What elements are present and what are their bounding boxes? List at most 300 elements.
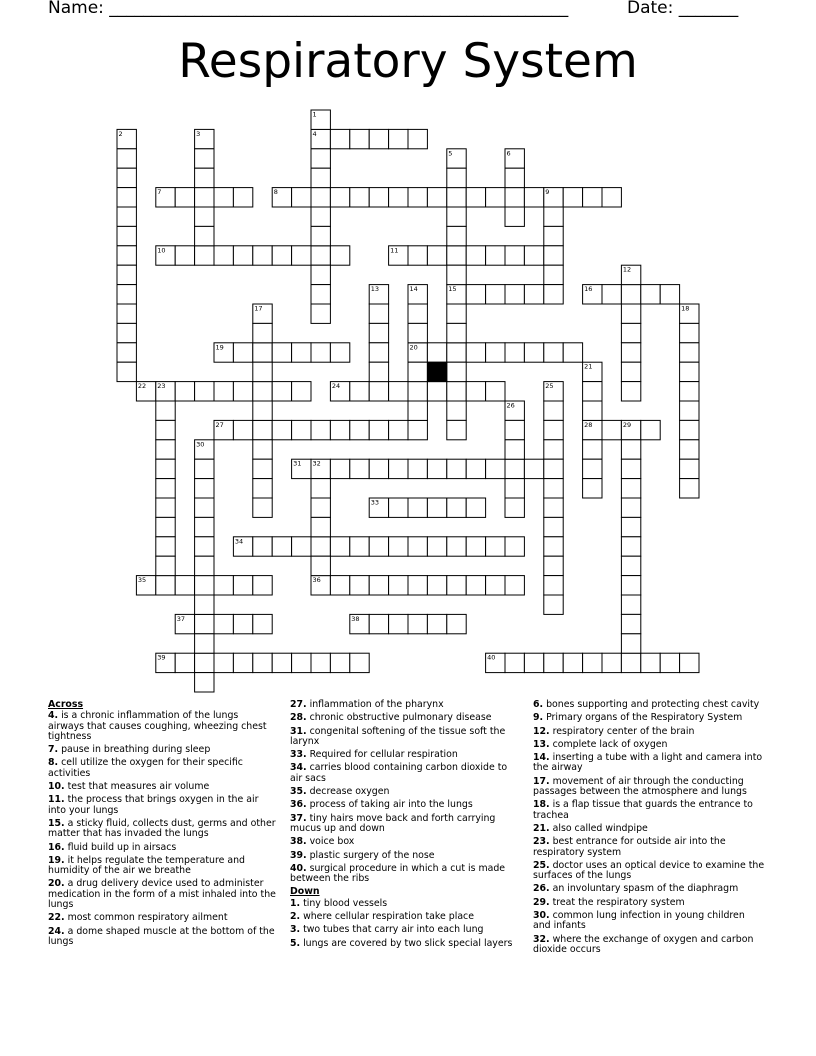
grid-cell[interactable] bbox=[369, 129, 388, 148]
grid-cell[interactable] bbox=[486, 246, 505, 265]
grid-cell[interactable] bbox=[602, 285, 621, 304]
grid-cell[interactable] bbox=[583, 440, 602, 459]
grid-cell[interactable] bbox=[195, 207, 214, 226]
grid-cell[interactable] bbox=[195, 226, 214, 245]
grid-cell[interactable] bbox=[156, 498, 175, 517]
grid-cell[interactable] bbox=[544, 459, 563, 478]
grid-cell[interactable] bbox=[272, 537, 291, 556]
grid-cell[interactable] bbox=[544, 343, 563, 362]
grid-cell[interactable] bbox=[350, 576, 369, 595]
clue-number: 11. bbox=[48, 794, 65, 806]
grid-cell[interactable] bbox=[466, 343, 485, 362]
grid-cell[interactable] bbox=[117, 265, 136, 284]
grid-cell[interactable] bbox=[175, 653, 194, 672]
grid-cell[interactable] bbox=[117, 168, 136, 187]
grid-cell[interactable] bbox=[233, 614, 252, 633]
grid-cell[interactable] bbox=[311, 498, 330, 517]
grid-cell[interactable] bbox=[427, 576, 446, 595]
grid-cell[interactable] bbox=[389, 576, 408, 595]
grid-cell[interactable] bbox=[311, 285, 330, 304]
grid-cell[interactable] bbox=[292, 343, 311, 362]
grid-cell[interactable] bbox=[544, 420, 563, 439]
grid-cell[interactable] bbox=[544, 285, 563, 304]
grid-cell[interactable] bbox=[214, 188, 233, 207]
grid-cell[interactable] bbox=[505, 246, 524, 265]
grid-cell[interactable] bbox=[292, 420, 311, 439]
grid-cell[interactable] bbox=[524, 343, 543, 362]
grid-cell[interactable] bbox=[505, 479, 524, 498]
grid-cell[interactable] bbox=[253, 440, 272, 459]
grid-cell[interactable] bbox=[117, 362, 136, 381]
grid-cell[interactable] bbox=[350, 459, 369, 478]
grid-cell[interactable] bbox=[311, 556, 330, 575]
grid-cell[interactable] bbox=[311, 304, 330, 323]
grid-cell[interactable] bbox=[583, 188, 602, 207]
grid-cell[interactable] bbox=[408, 401, 427, 420]
grid-cell[interactable] bbox=[253, 343, 272, 362]
grid-cell[interactable] bbox=[505, 653, 524, 672]
grid-cell[interactable] bbox=[311, 479, 330, 498]
grid-cell[interactable] bbox=[272, 382, 291, 401]
grid-cell[interactable] bbox=[156, 537, 175, 556]
grid-cell[interactable] bbox=[195, 595, 214, 614]
grid-cell[interactable] bbox=[641, 285, 660, 304]
grid-cell[interactable] bbox=[408, 129, 427, 148]
grid-cell[interactable] bbox=[544, 440, 563, 459]
grid-cell[interactable] bbox=[408, 188, 427, 207]
grid-cell[interactable] bbox=[369, 304, 388, 323]
grid-cell[interactable] bbox=[621, 595, 640, 614]
name-blank[interactable]: ______________________________________________________ bbox=[109, 0, 569, 18]
grid-cell[interactable] bbox=[621, 479, 640, 498]
grid-cell[interactable] bbox=[311, 207, 330, 226]
grid-cell[interactable] bbox=[330, 576, 349, 595]
grid-cell[interactable] bbox=[427, 537, 446, 556]
grid-cell[interactable] bbox=[680, 420, 699, 439]
grid-cell[interactable] bbox=[330, 246, 349, 265]
grid-cell[interactable] bbox=[447, 576, 466, 595]
grid-cell[interactable] bbox=[583, 382, 602, 401]
grid-cell[interactable] bbox=[389, 498, 408, 517]
grid-cell[interactable] bbox=[621, 537, 640, 556]
grid-cell[interactable] bbox=[408, 304, 427, 323]
grid-cell[interactable] bbox=[195, 149, 214, 168]
grid-cell[interactable] bbox=[253, 498, 272, 517]
grid-cell[interactable] bbox=[447, 265, 466, 284]
grid-cell[interactable] bbox=[447, 614, 466, 633]
grid-cell[interactable] bbox=[505, 459, 524, 478]
grid-cell[interactable] bbox=[369, 323, 388, 342]
grid-cell[interactable] bbox=[621, 362, 640, 381]
grid-cell[interactable] bbox=[117, 188, 136, 207]
grid-cell[interactable] bbox=[544, 653, 563, 672]
grid-cell[interactable] bbox=[602, 420, 621, 439]
grid-cell[interactable] bbox=[272, 246, 291, 265]
grid-cell[interactable] bbox=[680, 479, 699, 498]
grid-cell[interactable] bbox=[544, 265, 563, 284]
grid-cell[interactable] bbox=[369, 614, 388, 633]
grid-cell[interactable] bbox=[195, 614, 214, 633]
grid-cell[interactable] bbox=[389, 614, 408, 633]
grid-cell[interactable] bbox=[292, 382, 311, 401]
grid-cell[interactable] bbox=[544, 401, 563, 420]
grid-cell[interactable] bbox=[369, 188, 388, 207]
grid-cell[interactable] bbox=[621, 440, 640, 459]
grid-cell[interactable] bbox=[233, 576, 252, 595]
grid-cell[interactable] bbox=[195, 556, 214, 575]
grid-cell[interactable] bbox=[583, 653, 602, 672]
date-blank[interactable]: _______ bbox=[678, 0, 739, 18]
grid-cell[interactable] bbox=[117, 149, 136, 168]
grid-cell[interactable] bbox=[466, 498, 485, 517]
clue-number: 32 bbox=[312, 459, 321, 468]
grid-cell[interactable] bbox=[389, 420, 408, 439]
grid-cell[interactable] bbox=[156, 556, 175, 575]
grid-cell[interactable] bbox=[233, 343, 252, 362]
grid-cell[interactable] bbox=[253, 420, 272, 439]
grid-cell[interactable] bbox=[214, 614, 233, 633]
grid-cell[interactable] bbox=[524, 188, 543, 207]
grid-cell[interactable] bbox=[350, 382, 369, 401]
grid-cell[interactable] bbox=[195, 653, 214, 672]
grid-cell[interactable] bbox=[408, 362, 427, 381]
grid-cell[interactable] bbox=[272, 653, 291, 672]
grid-cell[interactable] bbox=[408, 323, 427, 342]
grid-cell[interactable] bbox=[195, 188, 214, 207]
grid-cell[interactable] bbox=[486, 576, 505, 595]
grid-cell[interactable] bbox=[466, 459, 485, 478]
grid-cell[interactable] bbox=[621, 459, 640, 478]
grid-cell[interactable] bbox=[253, 653, 272, 672]
grid-cell[interactable] bbox=[175, 188, 194, 207]
grid-cell[interactable] bbox=[175, 576, 194, 595]
grid-cell[interactable] bbox=[253, 576, 272, 595]
grid-cell[interactable] bbox=[524, 285, 543, 304]
grid-cell[interactable] bbox=[621, 343, 640, 362]
grid-cell[interactable] bbox=[408, 246, 427, 265]
grid-cell[interactable] bbox=[563, 653, 582, 672]
grid-cell[interactable] bbox=[680, 653, 699, 672]
grid-cell[interactable] bbox=[117, 207, 136, 226]
grid-cell[interactable] bbox=[350, 537, 369, 556]
grid-cell[interactable] bbox=[505, 188, 524, 207]
grid-cell[interactable] bbox=[466, 537, 485, 556]
grid-cell[interactable] bbox=[292, 537, 311, 556]
grid-cell[interactable] bbox=[311, 653, 330, 672]
grid-cell[interactable] bbox=[311, 517, 330, 536]
grid-cell[interactable] bbox=[447, 420, 466, 439]
grid-cell[interactable] bbox=[680, 459, 699, 478]
grid-cell[interactable] bbox=[621, 556, 640, 575]
grid-cell[interactable] bbox=[369, 537, 388, 556]
grid-cell[interactable] bbox=[680, 440, 699, 459]
grid-cell[interactable] bbox=[233, 653, 252, 672]
grid-cell[interactable] bbox=[369, 576, 388, 595]
grid-cell[interactable] bbox=[214, 653, 233, 672]
grid-cell[interactable] bbox=[214, 382, 233, 401]
grid-cell[interactable] bbox=[447, 498, 466, 517]
grid-cell[interactable] bbox=[175, 382, 194, 401]
grid-cell[interactable] bbox=[350, 129, 369, 148]
grid-cell[interactable] bbox=[292, 653, 311, 672]
across-clue bbox=[48, 795, 276, 816]
grid-cell[interactable] bbox=[233, 246, 252, 265]
grid-cell[interactable] bbox=[408, 537, 427, 556]
grid-cell[interactable] bbox=[350, 420, 369, 439]
grid-cell[interactable] bbox=[117, 343, 136, 362]
grid-cell[interactable] bbox=[621, 323, 640, 342]
grid-cell[interactable] bbox=[427, 188, 446, 207]
grid-cell[interactable] bbox=[311, 343, 330, 362]
grid-cell[interactable] bbox=[447, 168, 466, 187]
grid-cell[interactable] bbox=[621, 285, 640, 304]
clue-number: 37 bbox=[176, 614, 185, 623]
grid-cell[interactable] bbox=[253, 614, 272, 633]
grid-cell[interactable] bbox=[486, 188, 505, 207]
grid-cell[interactable] bbox=[505, 498, 524, 517]
grid-cell[interactable] bbox=[447, 401, 466, 420]
grid-cell[interactable] bbox=[466, 285, 485, 304]
grid-cell[interactable] bbox=[544, 517, 563, 536]
grid-cell[interactable] bbox=[680, 382, 699, 401]
grid-cell[interactable] bbox=[544, 556, 563, 575]
grid-cell[interactable] bbox=[447, 226, 466, 245]
grid-cell[interactable] bbox=[330, 343, 349, 362]
grid-cell[interactable] bbox=[389, 459, 408, 478]
grid-cell[interactable] bbox=[583, 459, 602, 478]
grid-cell[interactable] bbox=[233, 420, 252, 439]
grid-cell[interactable] bbox=[253, 479, 272, 498]
clue-number: 23 bbox=[157, 382, 166, 391]
grid-cell[interactable] bbox=[330, 653, 349, 672]
grid-cell[interactable] bbox=[253, 362, 272, 381]
grid-cell[interactable] bbox=[466, 382, 485, 401]
grid-cell[interactable] bbox=[660, 285, 679, 304]
clues-column-3 bbox=[533, 700, 765, 958]
grid-cell[interactable] bbox=[680, 362, 699, 381]
grid-cell[interactable] bbox=[156, 479, 175, 498]
grid-cell[interactable] bbox=[447, 304, 466, 323]
grid-cell[interactable] bbox=[563, 343, 582, 362]
grid-cell[interactable] bbox=[466, 246, 485, 265]
grid-cell[interactable] bbox=[544, 226, 563, 245]
grid-cell[interactable] bbox=[544, 479, 563, 498]
grid-cell[interactable] bbox=[311, 226, 330, 245]
grid-cell[interactable] bbox=[311, 188, 330, 207]
clue-number: 15. bbox=[48, 817, 65, 829]
grid-cell[interactable] bbox=[447, 323, 466, 342]
grid-cell[interactable] bbox=[408, 459, 427, 478]
grid-cell[interactable] bbox=[311, 246, 330, 265]
grid-cell[interactable] bbox=[447, 246, 466, 265]
grid-cell[interactable] bbox=[389, 188, 408, 207]
grid-cell[interactable] bbox=[330, 188, 349, 207]
grid-cell[interactable] bbox=[427, 343, 446, 362]
grid-cell[interactable] bbox=[311, 149, 330, 168]
grid-cell[interactable] bbox=[641, 420, 660, 439]
grid-cell[interactable] bbox=[486, 459, 505, 478]
grid-cell[interactable] bbox=[505, 285, 524, 304]
grid-cell[interactable] bbox=[544, 595, 563, 614]
grid-cell[interactable] bbox=[621, 634, 640, 653]
grid-cell[interactable] bbox=[117, 304, 136, 323]
grid-cell[interactable] bbox=[505, 207, 524, 226]
grid-cell[interactable] bbox=[292, 246, 311, 265]
grid-cell[interactable] bbox=[621, 304, 640, 323]
grid-cell[interactable] bbox=[505, 537, 524, 556]
grid-cell[interactable] bbox=[330, 459, 349, 478]
grid-cell[interactable] bbox=[427, 246, 446, 265]
clue-text: where cellular respiration take place bbox=[300, 911, 474, 923]
grid-cell[interactable] bbox=[427, 614, 446, 633]
grid-cell[interactable] bbox=[195, 517, 214, 536]
grid-cell[interactable] bbox=[253, 459, 272, 478]
grid-cell[interactable] bbox=[253, 323, 272, 342]
grid-cell[interactable] bbox=[195, 673, 214, 692]
grid-cell[interactable] bbox=[214, 576, 233, 595]
grid-cell[interactable] bbox=[408, 614, 427, 633]
grid-cell[interactable] bbox=[195, 576, 214, 595]
grid-cell[interactable] bbox=[621, 614, 640, 633]
grid-cell[interactable] bbox=[524, 653, 543, 672]
grid-cell[interactable] bbox=[233, 382, 252, 401]
grid-cell[interactable] bbox=[486, 537, 505, 556]
grid-cell[interactable] bbox=[369, 459, 388, 478]
grid-cell[interactable] bbox=[680, 401, 699, 420]
grid-cell[interactable] bbox=[505, 440, 524, 459]
grid-cell[interactable] bbox=[427, 459, 446, 478]
grid-cell[interactable] bbox=[660, 653, 679, 672]
grid-cell[interactable] bbox=[311, 420, 330, 439]
across-clue bbox=[48, 819, 276, 840]
grid-cell[interactable] bbox=[408, 498, 427, 517]
grid-cell[interactable] bbox=[311, 265, 330, 284]
across-heading: Across bbox=[48, 699, 84, 710]
grid-cell[interactable] bbox=[195, 634, 214, 653]
grid-cell[interactable] bbox=[505, 168, 524, 187]
grid-cell[interactable] bbox=[427, 382, 446, 401]
grid-cell[interactable] bbox=[175, 246, 194, 265]
grid-cell[interactable] bbox=[156, 440, 175, 459]
grid-cell[interactable] bbox=[563, 188, 582, 207]
grid-cell[interactable] bbox=[311, 168, 330, 187]
grid-cell[interactable] bbox=[544, 537, 563, 556]
grid-cell[interactable] bbox=[447, 537, 466, 556]
grid-cell[interactable] bbox=[486, 285, 505, 304]
grid-cell[interactable] bbox=[195, 246, 214, 265]
grid-cell[interactable] bbox=[486, 343, 505, 362]
grid-cell[interactable] bbox=[621, 517, 640, 536]
grid-cell[interactable] bbox=[233, 188, 252, 207]
grid-cell[interactable] bbox=[680, 323, 699, 342]
grid-cell[interactable] bbox=[156, 517, 175, 536]
grid-cell[interactable] bbox=[156, 576, 175, 595]
grid-cell[interactable] bbox=[311, 537, 330, 556]
grid-cell[interactable] bbox=[427, 498, 446, 517]
grid-cell[interactable] bbox=[544, 576, 563, 595]
grid-cell[interactable] bbox=[369, 420, 388, 439]
grid-cell[interactable] bbox=[524, 246, 543, 265]
grid-cell[interactable] bbox=[195, 537, 214, 556]
grid-cell[interactable] bbox=[466, 188, 485, 207]
grid-cell[interactable] bbox=[447, 207, 466, 226]
grid-cell[interactable] bbox=[524, 459, 543, 478]
grid-cell[interactable] bbox=[214, 246, 233, 265]
grid-cell[interactable] bbox=[583, 401, 602, 420]
grid-cell[interactable] bbox=[505, 343, 524, 362]
grid-cell[interactable] bbox=[486, 382, 505, 401]
grid-cell[interactable] bbox=[621, 498, 640, 517]
grid-cell[interactable] bbox=[447, 188, 466, 207]
grid-cell[interactable] bbox=[117, 285, 136, 304]
grid-cell[interactable] bbox=[253, 401, 272, 420]
grid-cell[interactable] bbox=[408, 420, 427, 439]
grid-cell[interactable] bbox=[408, 576, 427, 595]
grid-cell[interactable] bbox=[195, 459, 214, 478]
grid-cell[interactable] bbox=[505, 576, 524, 595]
grid-cell[interactable] bbox=[544, 207, 563, 226]
grid-cell[interactable] bbox=[389, 382, 408, 401]
grid-cell[interactable] bbox=[156, 459, 175, 478]
grid-cell[interactable] bbox=[117, 323, 136, 342]
grid-cell[interactable] bbox=[621, 653, 640, 672]
grid-cell[interactable] bbox=[156, 420, 175, 439]
grid-cell[interactable] bbox=[544, 246, 563, 265]
grid-cell[interactable] bbox=[583, 479, 602, 498]
grid-cell[interactable] bbox=[389, 537, 408, 556]
clue-number: 40 bbox=[487, 653, 496, 662]
grid-cell[interactable] bbox=[389, 129, 408, 148]
grid-cell[interactable] bbox=[369, 362, 388, 381]
grid-cell[interactable] bbox=[272, 420, 291, 439]
grid-cell[interactable] bbox=[330, 420, 349, 439]
grid-cell[interactable] bbox=[253, 246, 272, 265]
grid-cell[interactable] bbox=[369, 382, 388, 401]
grid-cell[interactable] bbox=[156, 401, 175, 420]
grid-cell[interactable] bbox=[292, 188, 311, 207]
grid-cell[interactable] bbox=[117, 226, 136, 245]
grid-cell[interactable] bbox=[466, 576, 485, 595]
grid-cell[interactable] bbox=[602, 188, 621, 207]
grid-cell[interactable] bbox=[330, 129, 349, 148]
grid-cell[interactable] bbox=[117, 246, 136, 265]
grid-cell[interactable] bbox=[369, 343, 388, 362]
grid-cell[interactable] bbox=[641, 653, 660, 672]
grid-cell[interactable] bbox=[253, 537, 272, 556]
grid-cell[interactable] bbox=[447, 382, 466, 401]
grid-cell[interactable] bbox=[447, 362, 466, 381]
grid-cell[interactable] bbox=[447, 459, 466, 478]
grid-cell[interactable] bbox=[680, 343, 699, 362]
grid-cell[interactable] bbox=[272, 343, 291, 362]
grid-cell[interactable] bbox=[544, 498, 563, 517]
grid-cell[interactable] bbox=[195, 382, 214, 401]
grid-cell[interactable] bbox=[447, 343, 466, 362]
grid-cell[interactable] bbox=[195, 498, 214, 517]
grid-cell[interactable] bbox=[602, 653, 621, 672]
grid-cell[interactable] bbox=[621, 382, 640, 401]
grid-cell[interactable] bbox=[350, 653, 369, 672]
clue-number: 7. bbox=[48, 744, 59, 756]
grid-cell[interactable] bbox=[253, 382, 272, 401]
grid-cell[interactable] bbox=[195, 479, 214, 498]
grid-cell[interactable] bbox=[408, 382, 427, 401]
grid-cell[interactable] bbox=[350, 188, 369, 207]
grid-cell[interactable] bbox=[505, 420, 524, 439]
grid-cell[interactable] bbox=[621, 576, 640, 595]
grid-cell[interactable] bbox=[195, 168, 214, 187]
grid-cell[interactable] bbox=[330, 537, 349, 556]
